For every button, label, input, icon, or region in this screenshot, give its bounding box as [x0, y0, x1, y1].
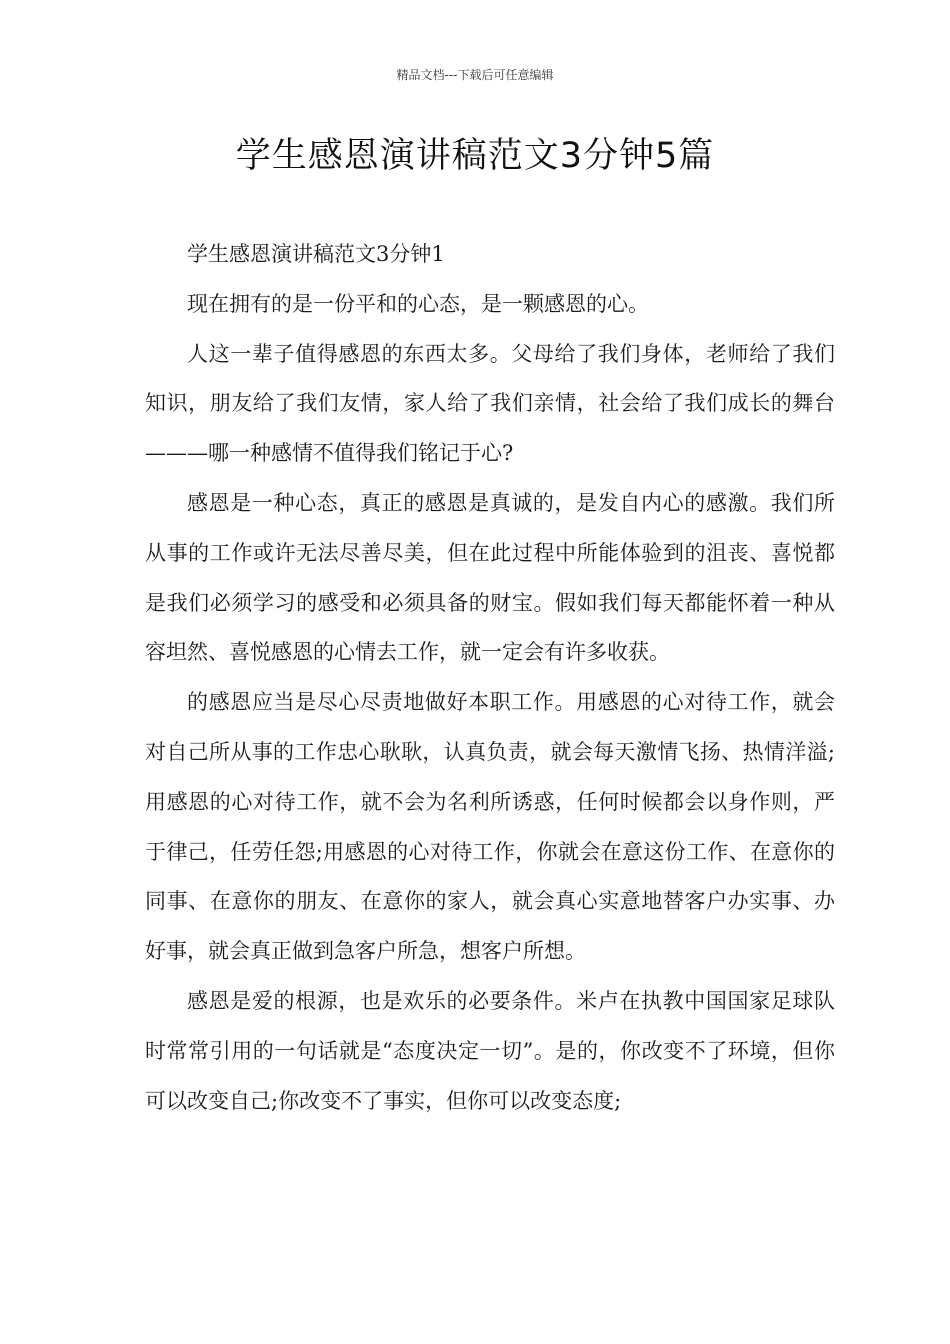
paragraph: 感恩是一种心态，真正的感恩是真诚的，是发自内心的感激。我们所从事的工作或许无法尽善尽美，但在此过程中所能体验到的沮丧、喜悦都是我们必须学习的感受和必须具备的财宝。假如我们每天都能怀着一种从容坦然、喜悦感恩的心情去工作，就一定会有许多收获。 [145, 490, 835, 665]
paragraph: 的感恩应当是尽心尽责地做好本职工作。用感恩的心对待工作，就会对自己所从事的工作忠心耿耿，认真负责，就会每天激情飞扬、热情洋溢;用感恩的心对待工作，就不会为名利所诱惑，任何时候都会以身作则，严于律己，任劳任怨;用感恩的心对待工作，你就会在意这份工作、在意你的同事、在意你的朋友、在意你的家人，就会真心实意地替客户办实事、办好事，就会真正做到急客户所急，想客户所想。 [145, 690, 835, 964]
paragraph: 感恩是爱的根源，也是欢乐的必要条件。米卢在执教中国国家足球队时常常引用的一句话就是“态度决定一切”。是的，你改变不了环境，但你可以改变自己;你改变不了事实，但你可以改变态度; [145, 988, 835, 1113]
document-body [145, 230, 835, 1126]
paragraph: 现在拥有的是一份平和的心态，是一颗感恩的心。 [187, 291, 649, 316]
header-note: 精品文档---下载后可任意编辑 [396, 68, 554, 82]
paragraph: 人这一辈子值得感恩的东西太多。父母给了我们身体，老师给了我们知识，朋友给了我们友情，家人给了我们亲情，社会给了我们成长的舞台———哪一种感情不值得我们铭记于心? [145, 341, 835, 466]
section-heading: 学生感恩演讲稿范文3分钟1 [187, 242, 445, 266]
document-title: 学生感恩演讲稿范文3分钟5篇 [235, 136, 715, 176]
